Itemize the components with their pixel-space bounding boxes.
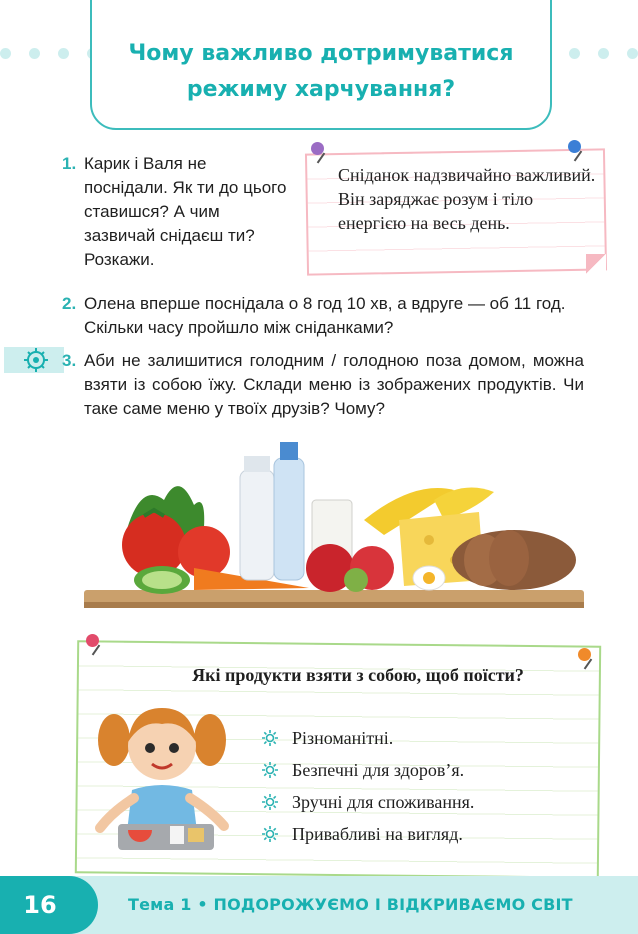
task-text: Олена вперше поснідала о 8 год 10 хв, а вдруге — об 11 год. Скільки часу пройшло між сніданками? (84, 294, 566, 337)
task-number: 1. (62, 154, 77, 173)
girl-illustration (92, 690, 232, 858)
page-title (90, 36, 552, 108)
list-item-text: Привабливі на вигляд. (292, 823, 463, 844)
list-item (262, 818, 474, 850)
note-corner-fold (586, 254, 606, 274)
star-bullet-icon (262, 826, 278, 842)
star-bullet-icon (262, 730, 278, 746)
task-number: 3. (62, 351, 77, 370)
pin-icon (568, 140, 581, 153)
task-text: Аби не залишитися голодним / голодною поза домом, можна взяти із собою їжу. Склади меню із зображених продуктів. Чи таке саме меню у твоїх друзів? Чому? (84, 351, 584, 418)
card-title: Які продукти взяти з собою, щоб поїсти? (192, 665, 524, 685)
pin-icon (311, 142, 324, 155)
list-item-text: Зручні для споживання. (292, 791, 475, 812)
decor-dots-right (540, 48, 638, 60)
list-item (262, 722, 474, 754)
star-bullet-icon (262, 762, 278, 778)
page-title-line2: режиму харчування? (186, 77, 456, 102)
list-item-text: Різноманітні. (292, 727, 394, 748)
star-bullet-icon (262, 794, 278, 810)
footer-topic: Тема 1 • ПОДОРОЖУЄМО І ВІДКРИВАЄМО СВІТ (128, 895, 573, 914)
pin-icon (578, 648, 591, 661)
group-work-icon (4, 347, 64, 373)
page-number: 16 (23, 891, 57, 919)
page-title-line1: Чому важливо дотримуватися (128, 41, 514, 66)
tips-list (262, 722, 474, 850)
list-item (262, 754, 474, 786)
list-item-text: Безпечні для здоров’я. (292, 759, 465, 780)
pin-icon (86, 634, 99, 647)
decor-dots-left (0, 48, 98, 60)
list-item (262, 786, 474, 818)
task-number: 2. (62, 294, 77, 313)
food-illustration (84, 440, 584, 612)
note-text: Сніданок надзвичайно важливий. Він заряджає розум і тіло енергією на весь день. (338, 165, 596, 233)
task-text: Карик і Валя не поснідали. Як ти до цього ставишся? А чим зазвичай снідаєш ти? Розкажи. (84, 154, 287, 269)
